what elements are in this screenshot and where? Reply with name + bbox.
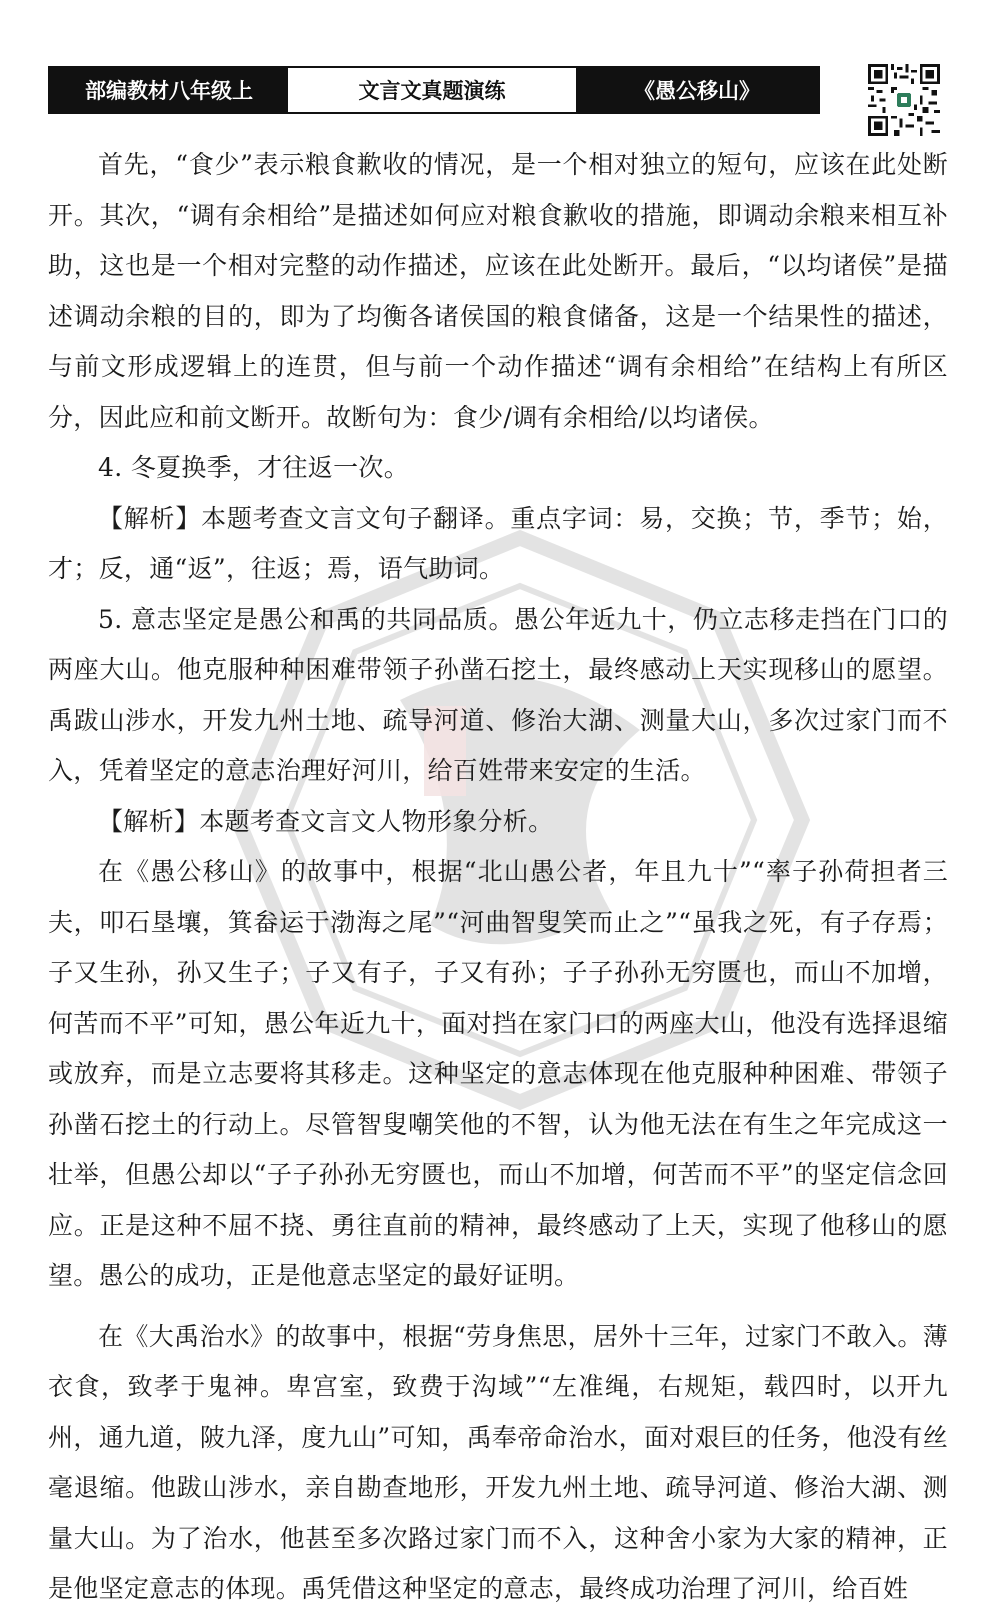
answer-5: 5. 意志坚定是愚公和禹的共同品质。愚公年近九十，仍立志移走挡在门口的两座大山。他克服种种困难带领子孙凿石挖土，最终感动上天实现移山的愿望。禹跋山涉水，开发九州土地、疏导河道、修治大湖、测量大山，多次过家门而不入，凭着坚定的意志治理好河川，给百姓带来安定的生活。: [48, 604, 948, 785]
paragraph-sentence-break-explanation: 首先，“食少”表示粮食歉收的情况，是一个相对独立的短句，应该在此处断开。其次，“调有余相给”是描述如何应对粮食歉收的措施，即调动余粮来相互补助，这也是一个相对完整的动作描述，应该在此处断开。最后，“以均诸侯”是描述调动余粮的目的，即为了均衡各诸侯国的粮食储备，这是一个结果性的描述，与前文形成逻辑上的连贯，但与前一个动作描述“调有余相给”在结构上有所区分，因此应和前文断开。故断句为：食少/调有余相给/以均诸侯。: [48, 150, 948, 432]
qr-code-icon: [868, 64, 940, 136]
paragraph-yugong-analysis: 在《愚公移山》的故事中，根据“北山愚公者，年且九十”“率子孙荷担者三夫，叩石垦壤，箕畚运于渤海之尾”“河曲智叟笑而止之”“虽我之死，有子存焉；子又生孙，孙又生子；子又有子，子又有孙；子子孙孙无穷匮也，而山不加增，何苦而不平”可知，愚公年近九十，面对挡在家门口的两座大山，他没有选择退缩或放弃，而是立志要将其移走。这种坚定的意志体现在他克服种种困难、带领子孙凿石挖土的行动上。尽管智叟嘲笑他的不智，认为他无法在有生之年完成这一壮举，但愚公却以“子子孙孙无穷匮也，而山不加增，何苦而不平”的坚定信念回应。正是这种不屈不挠、勇往直前的精神，最终感动了上天，实现了他移山的愿望。愚公的成功，正是他意志坚定的最好证明。: [48, 857, 948, 1290]
analysis-4: 【解析】本题考查文言文句子翻译。重点字词：易，交换；节，季节；始，才；反，通“返”，往返；焉，语气助词。: [48, 503, 948, 583]
answer-4: 4. 冬夏换季，才往返一次。: [98, 453, 410, 482]
header-textbook-label: 部编教材八年级上: [50, 68, 288, 112]
analysis-5-heading: 【解析】本题考查文言文人物形象分析。: [98, 806, 554, 836]
paragraph-dayu-analysis: 在《大禹治水》的故事中，根据“劳身焦思，居外十三年，过家门不敢入。薄衣食，致孝于鬼神。卑宫室，致费于沟域”“左准绳，右规矩，载四时，以开九州，通九道，陂九泽，度九山”可知，禹奉帝命治水，面对艰巨的任务，他没有丝毫退缩。他跋山涉水，亲自勘查地形，开发九州土地、疏导河道、修治大湖、测量大山。为了治水，他甚至多次路过家门而不入，这种舍小家为大家的精神，正是他坚定意志的体现。禹凭借这种坚定的意志，最终成功治理了河川，给百姓: [48, 1321, 948, 1603]
header-bar: [48, 66, 820, 114]
document-body: [48, 140, 948, 1615]
header-section-title: 文言文真题演练: [288, 68, 576, 112]
header-lesson-title: 《愚公移山》: [576, 68, 818, 112]
